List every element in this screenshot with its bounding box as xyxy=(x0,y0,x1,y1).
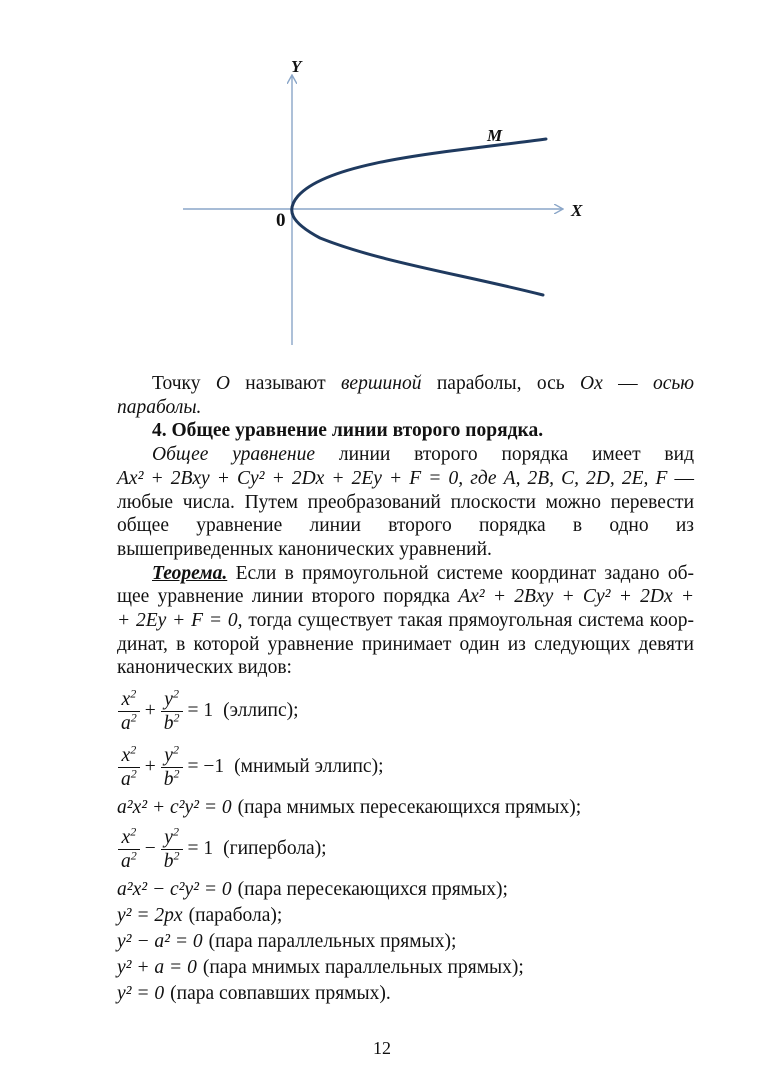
theorem-line5: канонических видов: xyxy=(117,657,292,679)
theorem-line4: динат, в которой уравнение принимает один из следующих девяти xyxy=(117,633,694,655)
parabola-curve xyxy=(292,139,546,295)
theorem-line1: Теорема. Если в прямоугольной системе координат задано об- xyxy=(152,562,694,584)
formula-parabola: y² = 2px (парабола); xyxy=(117,905,283,927)
theorem-line2: щее уравнение линии второго порядка Ax² + 2Bxy + Cy² + 2Dx + xyxy=(117,586,695,608)
formula-parallel-lines: y² − a² = 0 (пара параллельных прямых); xyxy=(117,931,457,953)
paragraph-general-line1: Общее уравнение линии второго порядка имеет вид xyxy=(152,444,694,466)
parabola-figure xyxy=(0,0,764,360)
formula-coincident-lines: y² = 0 (пара совпавших прямых). xyxy=(117,983,391,1005)
canonical-forms-list xyxy=(117,683,694,1007)
formula-hyperbola: $\frac{x^2}{a^2}$ − $\frac{y^2}{b^2}$ = 1 (гипербола); xyxy=(117,821,694,877)
page-number: 12 xyxy=(373,1038,391,1058)
origin-label: 0 xyxy=(276,210,286,231)
curve-label: M xyxy=(487,126,503,145)
x-axis-label: X xyxy=(571,201,583,220)
page-body xyxy=(117,372,694,1007)
section-heading: 4. Общее уравнение линии второго порядка. xyxy=(152,420,544,442)
formula-ellipse: $\frac{x^2}{a^2}$ + $\frac{y^2}{b^2}$ = 1 (эллипс); xyxy=(117,683,694,739)
paragraph-vertex: Точку O называют вершиной параболы, ось Ox — осью параболы. xyxy=(117,373,694,418)
formula-imaginary-ellipse: $\frac{x^2}{a^2}$ + $\frac{y^2}{b^2}$ = −1 (мнимый эллипс); xyxy=(117,739,694,795)
formula-intersecting-lines: a²x² − c²y² = 0 (пара пересекающихся прямых); xyxy=(117,879,508,901)
formula-imaginary-parallel-lines: y² + a = 0 (пара мнимых параллельных прямых); xyxy=(117,957,524,979)
y-axis-label: Y xyxy=(291,57,302,76)
formula-imaginary-intersecting-lines: a²x² + c²y² = 0 (пара мнимых пересекающихся прямых); xyxy=(117,797,582,819)
paragraph-general-rest: Ax² + 2Bxy + Cy² + 2Dx + 2Ey + F = 0, где A, 2B, C, 2D, 2E, F — любые числа. Путем преобразований плоскости можно перевести общее уравнение линии второго порядка в одно из вышеприведенных канонических уравнений. xyxy=(117,467,695,560)
theorem-line3: + 2Ey + F = 0, тогда существует такая прямоугольная система коор- xyxy=(117,610,694,632)
